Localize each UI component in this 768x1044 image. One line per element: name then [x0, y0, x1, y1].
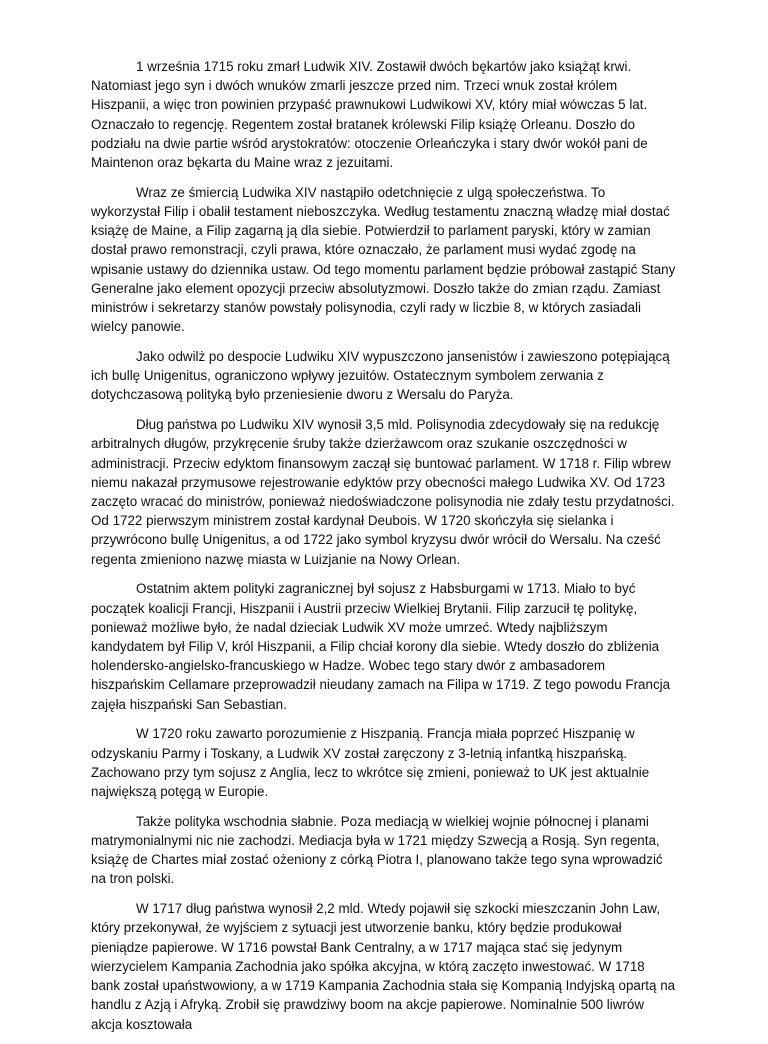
paragraph-3: Jako odwilż po despocie Ludwiku XIV wypuszczono jansenistów i zawieszono potępiającą ich bullę Unigenitus, ograniczono wpływy jezuitów. Ostatecznym symbolem zerwania z dotychczasową polityką było przeniesienie dworu z Wersalu do Paryża.: [91, 349, 670, 403]
paragraph-8: W 1717 dług państwa wynosił 2,2 mld. Wtedy pojawił się szkocki mieszczanin John Law, który przekonywał, że wyjściem z sytuacji jest utworzenie banku, który będzie produkował pieniądze papierowe. W 1716 powstał Bank Centralny, a w 1717 mająca stać się jedynym wierzycielem Kampania Zachodnia jako spółka akcyjna, w którą zaczęto inwestować. W 1718 bank został upaństwowiony, a w 1719 Kampania Zachodnia stała się Kompanią Indyjską opartą na handlu z Azją i Afryką. Zrobił się prawdziwy boom na akcje papierowe. Nominalnie 500 liwrów akcja kosztowała: [91, 901, 676, 1032]
paragraph-4: Dług państwa po Ludwiku XIV wynosił 3,5 mld. Polisynodia zdecydowały się na redukcję arbitralnych długów, przykręcenie śruby także dzierżawcom oraz szukanie oszczędności w administracji. Przeciw edyktom finansowym zaczął się buntować parlament. W 1718 r. Filip wbrew niemu nakazał przymusowe rejestrowanie edyktów przy obecności małego Ludwika XV. Od 1723 zaczęto wracać do ministrów, ponieważ niedoświadczone polisynodia nie zdały testu przydatności. Od 1722 pierwszym ministrem został kardynał Deubois. W 1720 skończyła się sielanka i przywrócono bullę Unigenitus, a od 1722 jako symbol kryzysu dwór wrócił do Wersalu. Na cześć regenta zmieniono nazwę miasta w Luizjanie na Nowy Orlean.: [91, 417, 675, 567]
document-page: [91, 57, 676, 1044]
paragraph-5: Ostatnim aktem polityki zagranicznej był sojusz z Habsburgami w 1713. Miało to być początek koalicji Francji, Hiszpanii i Austrii przeciw Wielkiej Brytanii. Filip zarzucił tę politykę, ponieważ możliwe było, że nadal dzieciak Ludwik XV może umrzeć. Wtedy najbliższym kandydatem był Filip V, król Hiszpanii, a Filip chciał korony dla siebie. Wtedy doszło do zbliżenia holendersko-angielsko-francuskiego w Hadze. Wobec tego stary dwór z ambasadorem hiszpańskim Cellamare przeprowadził nieudany zamach na Filipa w 1719. Z tego powodu Francja zajęła hiszpański San Sebastian.: [91, 581, 671, 712]
paragraph-7: Także polityka wschodnia słabnie. Poza mediacją w wielkiej wojnie północnej i planami matrymonialnymi nic nie zachodzi. Mediacja była w 1721 między Szwecją a Rosją. Syn regenta, książę de Chartes miał zostać ożeniony z córką Piotra I, planowano także tego syna wprowadzić na tron polski.: [91, 813, 663, 887]
paragraph-1: 1 września 1715 roku zmarł Ludwik XIV. Zostawił dwóch bękartów jako książąt krwi. Natomiast jego syn i dwóch wnuków zmarli jeszcze przed nim. Trzeci wnuk został królem Hiszpanii, a więc tron powinien przypaść prawnukowi Ludwikowi XV, który miał wówczas 5 lat. Oznaczało to regencję. Regentem został bratanek królewski Filip książę Orleanu. Doszło do podziału na dwie partie wśród arystokratów: otoczenie Orleańczyka i stary dwór wokół pani de Maintenon oraz bękarta du Maine wraz z jezuitami.: [91, 59, 648, 171]
paragraph-2: Wraz ze śmiercią Ludwika XIV nastąpiło odetchnięcie z ulgą społeczeństwa. To wykorzystał Filip i obalił testament nieboszczyka. Według testamentu znaczną władzę miał dostać książę de Maine, a Filip zagarną ją dla siebie. Potwierdził to parlament paryski, który w zamian dostał prawo remonstracji, czyli prawa, które oznaczało, że parlament musi wydać zgodę na wpisanie ustawy do dziennika ustaw. Od tego momentu parlament będzie próbował zastąpić Stany Generalne jako element opozycji przeciw absolutyzmowi. Doszło także do zmian rządu. Zamiast ministrów i sekretarzy stanów powstały polisynodia, czyli rady w liczbie 8, w których zasiadali wielcy panowie.: [91, 184, 676, 335]
paragraph-6: W 1720 roku zawarto porozumienie z Hiszpanią. Francja miała poprzeć Hiszpanię w odzyskaniu Parmy i Toskany, a Ludwik XV został zaręczony z 3-letnią infantką hiszpańską. Zachowano przy tym sojusz z Anglia, lecz to wkrótce się zmieni, ponieważ to UK jest aktualnie największą potęgą w Europie.: [91, 726, 650, 800]
